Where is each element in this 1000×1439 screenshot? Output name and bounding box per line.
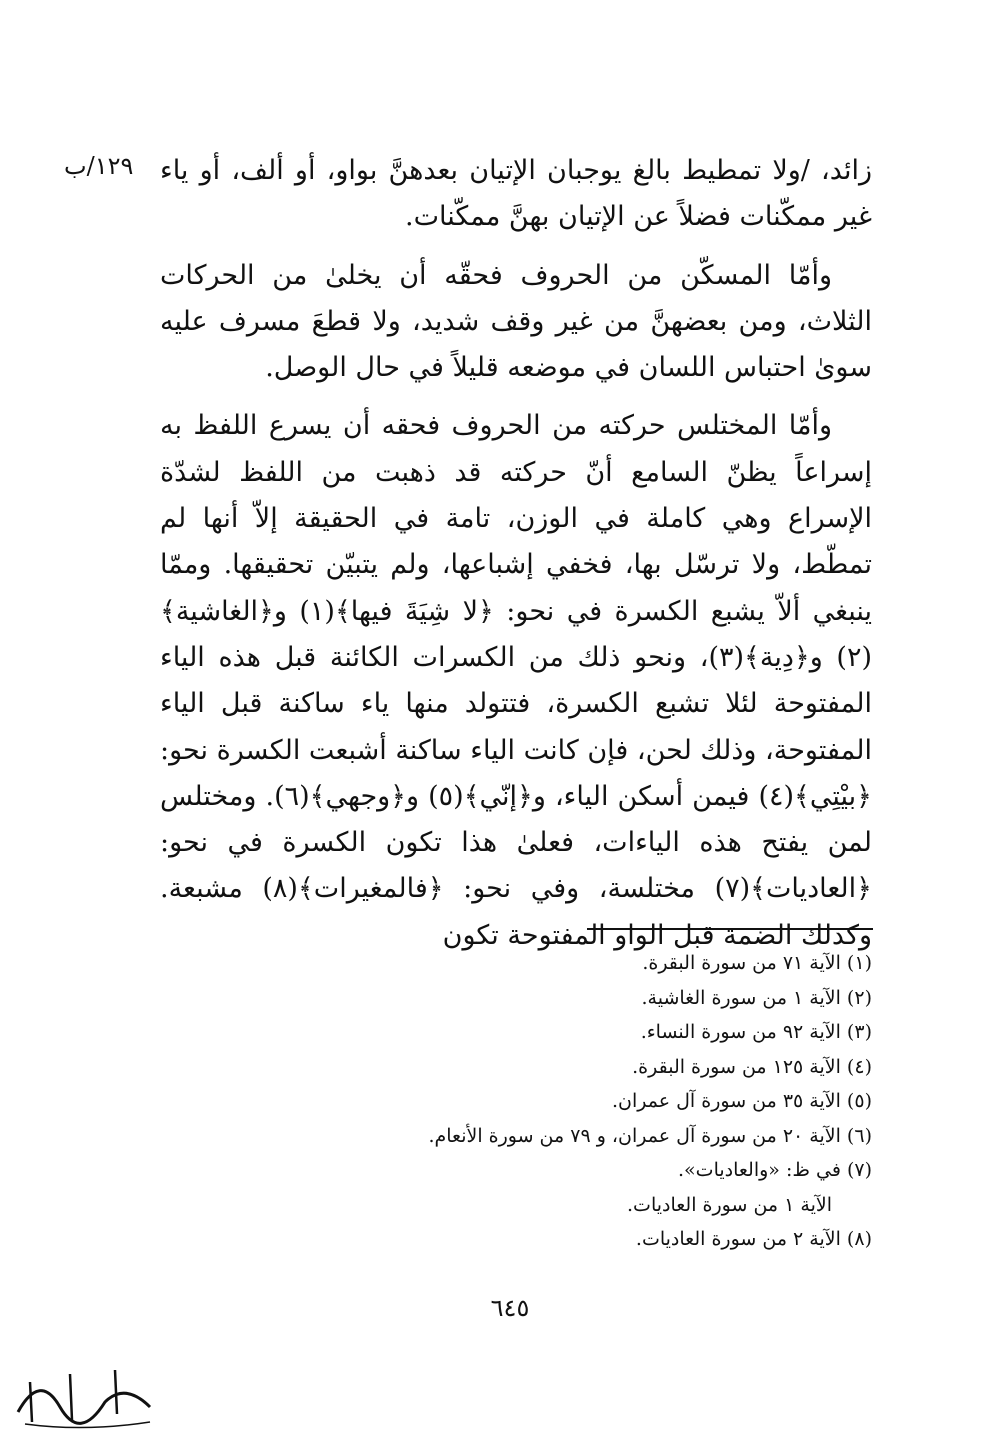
footnote-3: (٣) الآية ٩٢ من سورة النساء.	[640, 1021, 872, 1043]
footnote-8: (٨) الآية ٢ من سورة العاديات.	[635, 1228, 872, 1250]
paragraph-2: وأمّا المسكّن من الحروف فحقّه أن يخلىٰ من الحركات الثلاث، ومن بعضهنَّ من غير وقف شديد، ولا قطعَ مسرف عليه سوىٰ احتباس اللسان في موضعه قليلاً في حال الوصل.	[160, 259, 872, 384]
footnote-5: (٥) الآية ٣٥ من سورة آل عمران.	[612, 1090, 872, 1112]
main-text	[160, 148, 872, 971]
footnote-4: (٤) الآية ١٢٥ من سورة البقرة.	[632, 1055, 872, 1078]
margin-folio-note: ١٢٩/ب	[64, 152, 134, 180]
footnote-6: (٦) الآية ٢٠ من سورة آل عمران، و ٧٩ من سورة الأنعام.	[428, 1124, 872, 1147]
paragraph-1: زائد، /ولا تمطيط بالغ يوجبان الإتيان بعدهنَّ بواو، أو ألف، أو ياء غير ممكّنات فضلاً عن الإتيان بهنَّ ممكّنات.	[160, 155, 872, 233]
page-number: ٦٤٥	[490, 1294, 530, 1322]
footnote-1: (١) الآية ٧١ من سورة البقرة.	[642, 952, 872, 974]
footnotes	[300, 946, 872, 1257]
paragraph-3: وأمّا المختلس حركته من الحروف فحقه أن يسرع اللفظ به إسراعاً يظنّ السامع أنّ حركته قد ذهبت من اللفظ لشدّة الإسراع وهي كاملة في الوزن، تامة في الحقيقة إلاّ أنها لم تمطّط، ولا ترسّل بها، فخفي إشباعها، ولم يتبيّن تحقيقها. وممّا ينبغي ألاّ يشبع الكسرة في نحو: ﴿لا شِيَةَ فيها﴾(١) و﴿الغاشية﴾(٢) و﴿دِية﴾(٣)، ونحو ذلك من الكسرات الكائنة قبل هذه الياء المفتوحة لئلا تشبع الكسرة، فتتولد منها ياء ساكنة قبل الياء المفتوحة، وذلك لحن، فإن كانت الياء ساكنة أشبعت الكسرة نحو: ﴿بيْتِي﴾(٤) فيمن أسكن الياء، و﴿إنّي﴾(٥) و﴿وجهي﴾(٦). ومختلس لمن يفتح هذه الياءات، فعلىٰ هذا تكون الكسرة في نحو: ﴿العاديات﴾(٧) مختلسة، وفي نحو: ﴿فالمغيرات﴾(٨) مشبعة. وكذلك الضمة قبل الواو المفتوحة تكون	[160, 410, 873, 951]
calligraphy-logo	[10, 1352, 160, 1432]
footnote-7-continuation: الآية ١ من سورة العاديات.	[627, 1193, 832, 1216]
footnote-separator	[587, 928, 873, 930]
footnote-7: (٧) في ظ: «والعاديات».	[678, 1159, 872, 1181]
footnote-2: (٢) الآية ١ من سورة الغاشية.	[641, 986, 872, 1009]
